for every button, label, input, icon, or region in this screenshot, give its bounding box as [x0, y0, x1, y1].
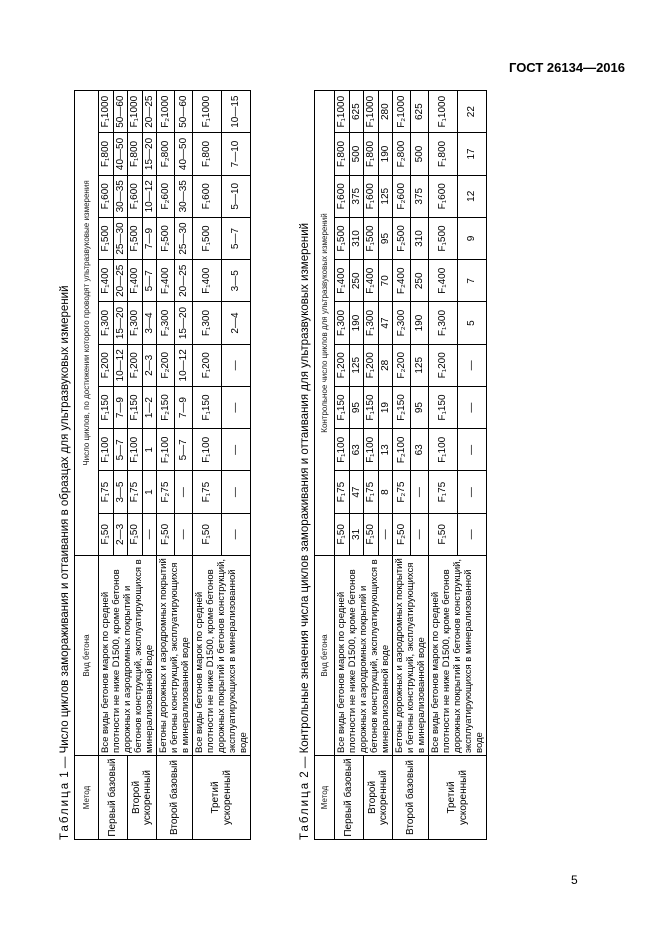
grade-cell: F₁800	[364, 133, 379, 175]
cycles-cell: —	[222, 429, 251, 471]
grade-cell: F₁500	[99, 217, 114, 259]
grade-cell: F₂300	[393, 302, 411, 344]
grade-cell: F₁100	[335, 429, 350, 471]
grade-cell: F₁100	[364, 429, 379, 471]
table-2-body	[335, 91, 487, 840]
cycles-cell: 2—3	[142, 344, 157, 386]
cycles-cell: 125	[411, 344, 429, 386]
method-cell: Второй ускоренный	[128, 756, 157, 840]
grade-cell: F₁800	[99, 133, 114, 175]
cycles-cell: —	[411, 471, 429, 513]
cycles-cell: 31	[349, 513, 364, 555]
grade-cell: F₁400	[193, 260, 222, 302]
grade-cell: F₁300	[193, 302, 222, 344]
table-header-row	[315, 91, 335, 840]
grade-cell: F₁100	[193, 429, 222, 471]
grade-cell: F₁500	[193, 217, 222, 259]
cycles-cell: 250	[411, 260, 429, 302]
cycles-cell: 5—7	[113, 429, 128, 471]
method-cell: Третий ускоренный	[429, 756, 487, 840]
cycles-cell: 625	[411, 91, 429, 133]
cycles-cell: 125	[378, 175, 393, 217]
grade-cell: F₁200	[128, 344, 143, 386]
grade-cell: F₁800	[335, 133, 350, 175]
table-2-caption	[296, 90, 314, 840]
cycles-cell: 5—10	[222, 175, 251, 217]
grade-cell: F₁400	[335, 260, 350, 302]
grade-cell: F₂400	[393, 260, 411, 302]
grade-cell: F₂50	[393, 513, 411, 555]
cycles-cell: 310	[411, 217, 429, 259]
grade-cell: F₁300	[429, 302, 458, 344]
grade-cell: F₁100	[99, 429, 114, 471]
header-cycles: Контрольное число циклов для ультразвуковых измерений	[315, 91, 335, 556]
cycles-cell: 15—20	[142, 133, 157, 175]
grade-cell: F₁50	[128, 513, 143, 555]
cycles-cell: 500	[411, 133, 429, 175]
grade-cell: F₂1000	[393, 91, 411, 133]
grade-cell: F₂150	[157, 386, 175, 428]
table-1-block	[56, 90, 251, 840]
cycles-cell: —	[458, 471, 487, 513]
cycles-cell: 15—20	[113, 302, 128, 344]
cycles-cell: 30—35	[113, 175, 128, 217]
cycles-cell: 310	[349, 217, 364, 259]
table-header-row	[75, 91, 99, 840]
grade-cell: F₁75	[193, 471, 222, 513]
grade-cell: F₁1000	[429, 91, 458, 133]
cycles-cell: 20—25	[175, 260, 193, 302]
cycles-cell: 7—9	[175, 386, 193, 428]
grade-row	[429, 91, 458, 840]
table-1-caption-word: Таблица	[59, 780, 71, 840]
cycles-cell: —	[175, 471, 193, 513]
cycles-cell: 10—15	[222, 91, 251, 133]
grade-cell: F₁75	[99, 471, 114, 513]
grade-cell: F₁600	[335, 175, 350, 217]
cycles-cell: 7	[458, 260, 487, 302]
cycles-cell: —	[222, 513, 251, 555]
method-cell: Второй базовый	[157, 756, 193, 840]
header-concrete-type: Вид бетона	[315, 556, 335, 756]
cycles-cell: 5	[458, 302, 487, 344]
grade-cell: F₁75	[429, 471, 458, 513]
grade-cell: F₁300	[335, 302, 350, 344]
grade-cell: F₁50	[429, 513, 458, 555]
grade-row	[335, 91, 350, 840]
cycles-cell: 63	[349, 429, 364, 471]
grade-cell: F₁1000	[364, 91, 379, 133]
cycles-cell: 20—25	[142, 91, 157, 133]
method-cell: Второй базовый	[393, 756, 429, 840]
grade-cell: F₁75	[128, 471, 143, 513]
concrete-type-cell: Все виды бетонов марок по средней плотности не ниже D1500, кроме бетонов дорожных покрытий и бетонов конструкций, эксплуатирующихся в минерализованной воде	[429, 556, 487, 756]
method-cell: Первый базовый	[335, 756, 364, 840]
cycles-cell: 63	[411, 429, 429, 471]
grade-cell: F₂100	[157, 429, 175, 471]
grade-cell: F₁150	[193, 386, 222, 428]
cycles-cell: 5—7	[175, 429, 193, 471]
cycles-cell: 7—9	[142, 217, 157, 259]
document-code: ГОСТ 26134—2016	[509, 60, 625, 75]
grade-cell: F₁1000	[335, 91, 350, 133]
cycles-cell: 95	[411, 386, 429, 428]
cycles-cell: —	[175, 513, 193, 555]
grade-cell: F₁200	[335, 344, 350, 386]
cycles-cell: 375	[349, 175, 364, 217]
cycles-cell: 10—12	[113, 344, 128, 386]
header-concrete-type: Вид бетона	[75, 556, 99, 756]
concrete-type-cell: Все виды бетонов марок по средней плотности не ниже D1500, кроме бетонов дорожных и аэродромных покрытий и бетонов конструкций, эксплуатирующихся в минерализованной воде	[99, 556, 157, 756]
cycles-cell: —	[222, 471, 251, 513]
grade-cell: F₁150	[128, 386, 143, 428]
cycles-cell: 40—50	[113, 133, 128, 175]
table-1	[74, 90, 251, 840]
grade-cell: F₂75	[393, 471, 411, 513]
cycles-cell: 7—10	[222, 133, 251, 175]
grade-cell: F₁300	[128, 302, 143, 344]
cycles-cell: 22	[458, 91, 487, 133]
grade-cell: F₁400	[128, 260, 143, 302]
grade-cell: F₂75	[157, 471, 175, 513]
grade-cell: F₁1000	[193, 91, 222, 133]
cycles-cell: 3—5	[222, 260, 251, 302]
cycles-cell: 25—30	[113, 217, 128, 259]
cycles-cell: —	[222, 344, 251, 386]
cycles-cell: 2—3	[113, 513, 128, 555]
grade-cell: F₁150	[429, 386, 458, 428]
table-2-caption-text: 2 — Контрольные значения числа циклов замораживания и оттаивания для ультразвуковых измерений	[299, 222, 311, 781]
grade-cell: F₁600	[429, 175, 458, 217]
grade-cell: F₁50	[193, 513, 222, 555]
cycles-cell: 9	[458, 217, 487, 259]
grade-cell: F₂150	[393, 386, 411, 428]
grade-cell: F₂800	[393, 133, 411, 175]
table-2-block	[296, 90, 487, 840]
concrete-type-cell: Все виды бетонов марок по средней плотности не ниже D1500, кроме бетонов дорожных покрытий и бетонов конструкций, эксплуатирующихся в минерализованной воде	[193, 556, 251, 756]
cycles-cell: 5—7	[142, 260, 157, 302]
grade-cell: F₁200	[364, 344, 379, 386]
grade-cell: F₂800	[157, 133, 175, 175]
cycles-cell: —	[458, 344, 487, 386]
cycles-cell: —	[458, 513, 487, 555]
cycles-cell: 20—25	[113, 260, 128, 302]
grade-cell: F₁800	[128, 133, 143, 175]
grade-cell: F₁800	[429, 133, 458, 175]
cycles-cell: 7—9	[113, 386, 128, 428]
grade-cell: F₁500	[429, 217, 458, 259]
cycles-cell: 15—20	[175, 302, 193, 344]
table-1-caption	[56, 90, 74, 840]
cycles-cell: 190	[411, 302, 429, 344]
cycles-cell: —	[222, 386, 251, 428]
grade-cell: F₁300	[364, 302, 379, 344]
cycles-cell: 95	[378, 217, 393, 259]
cycles-cell: 10—12	[175, 344, 193, 386]
grade-cell: F₁200	[193, 344, 222, 386]
cycles-cell: 13	[378, 429, 393, 471]
grade-cell: F₂600	[393, 175, 411, 217]
cycles-cell: —	[458, 429, 487, 471]
header-method: Метод	[75, 756, 99, 840]
grade-cell: F₁200	[99, 344, 114, 386]
grade-cell: F₂200	[157, 344, 175, 386]
cycles-cell: 47	[378, 302, 393, 344]
grade-cell: F₁300	[99, 302, 114, 344]
grade-cell: F₂300	[157, 302, 175, 344]
grade-cell: F₁400	[429, 260, 458, 302]
cycles-cell: 250	[349, 260, 364, 302]
grade-cell: F₂200	[393, 344, 411, 386]
grade-cell: F₁400	[99, 260, 114, 302]
cycles-cell: 70	[378, 260, 393, 302]
cycles-cell: 280	[378, 91, 393, 133]
grade-cell: F₁150	[335, 386, 350, 428]
table-2	[314, 90, 487, 840]
grade-cell: F₁500	[128, 217, 143, 259]
grade-cell: F₁500	[364, 217, 379, 259]
cycles-cell: 30—35	[175, 175, 193, 217]
grade-cell: F₁150	[99, 386, 114, 428]
grade-cell: F₁600	[193, 175, 222, 217]
grade-cell: F₁600	[128, 175, 143, 217]
concrete-type-cell: Бетоны дорожных и аэродромных покрытий и бетоны конструкций, эксплуатирующихся в минерализованной воде	[393, 556, 429, 756]
cycles-cell: 2—4	[222, 302, 251, 344]
cycles-cell: 10—12	[142, 175, 157, 217]
cycles-cell: 95	[349, 386, 364, 428]
cycles-cell: 12	[458, 175, 487, 217]
grade-cell: F₂600	[157, 175, 175, 217]
grade-cell: F₁100	[128, 429, 143, 471]
cycles-cell: 1	[142, 429, 157, 471]
grade-row	[157, 91, 175, 840]
grade-row	[393, 91, 411, 840]
cycles-cell: 3—5	[113, 471, 128, 513]
grade-cell: F₁75	[335, 471, 350, 513]
cycles-cell: 1—2	[142, 386, 157, 428]
method-cell: Третий ускоренный	[193, 756, 251, 840]
cycles-cell: 625	[349, 91, 364, 133]
grade-cell: F₂100	[393, 429, 411, 471]
table-2-caption-word: Таблица	[299, 780, 311, 840]
grade-cell: F₂400	[157, 260, 175, 302]
grade-cell: F₁50	[99, 513, 114, 555]
cycles-cell: 19	[378, 386, 393, 428]
cycles-cell: 28	[378, 344, 393, 386]
cycles-cell: 1	[142, 471, 157, 513]
grade-cell: F₁75	[364, 471, 379, 513]
cycles-cell: 47	[349, 471, 364, 513]
grade-cell: F₂500	[393, 217, 411, 259]
grade-cell: F₁100	[429, 429, 458, 471]
cycles-cell: 25—30	[175, 217, 193, 259]
grade-cell: F₁800	[193, 133, 222, 175]
cycles-cell: 5—7	[222, 217, 251, 259]
page-number: 5	[571, 873, 578, 887]
concrete-type-cell: Все виды бетонов марок по средней плотности не ниже D1500, кроме бетонов дорожных и аэродромных покрытий и бетонов конструкций, эксплуатирующихся в минерализованной воде	[335, 556, 393, 756]
grade-cell: F₁400	[364, 260, 379, 302]
grade-cell: F₁500	[335, 217, 350, 259]
grade-cell: F₂1000	[157, 91, 175, 133]
cycles-cell: 190	[349, 302, 364, 344]
cycles-cell: —	[458, 386, 487, 428]
cycles-cell: 3—4	[142, 302, 157, 344]
grade-cell: F₁50	[335, 513, 350, 555]
method-cell: Второй ускоренный	[364, 756, 393, 840]
header-cycles: Число циклов, по достижении которого проводят ультразвуковые измерения	[75, 91, 99, 556]
cycles-cell: —	[411, 513, 429, 555]
grade-row	[193, 91, 222, 840]
grade-row	[99, 91, 114, 840]
cycles-cell: 8	[378, 471, 393, 513]
cycles-cell: 17	[458, 133, 487, 175]
grade-cell: F₂50	[157, 513, 175, 555]
cycles-cell: 500	[349, 133, 364, 175]
cycles-cell: 50—60	[175, 91, 193, 133]
cycles-cell: 40—50	[175, 133, 193, 175]
cycles-cell: —	[378, 513, 393, 555]
cycles-cell: —	[142, 513, 157, 555]
grade-cell: F₁1000	[128, 91, 143, 133]
grade-cell: F₁200	[429, 344, 458, 386]
cycles-cell: 125	[349, 344, 364, 386]
grade-cell: F₁50	[364, 513, 379, 555]
grade-cell: F₂500	[157, 217, 175, 259]
table-1-body	[99, 91, 251, 840]
cycles-cell: 190	[378, 133, 393, 175]
concrete-type-cell: Бетоны дорожных и аэродромных покрытий и бетоны конструкций, эксплуатирующихся в минерализованной воде	[157, 556, 193, 756]
table-1-caption-text: 1 — Число циклов замораживания и оттаивания в образцах для ультразвуковых измерений	[59, 285, 71, 781]
cycles-cell: 50—60	[113, 91, 128, 133]
grade-cell: F₁150	[364, 386, 379, 428]
grade-cell: F₁600	[99, 175, 114, 217]
method-cell: Первый базовый	[99, 756, 128, 840]
cycles-cell: 375	[411, 175, 429, 217]
header-method: Метод	[315, 756, 335, 840]
grade-cell: F₁600	[364, 175, 379, 217]
grade-cell: F₁1000	[99, 91, 114, 133]
